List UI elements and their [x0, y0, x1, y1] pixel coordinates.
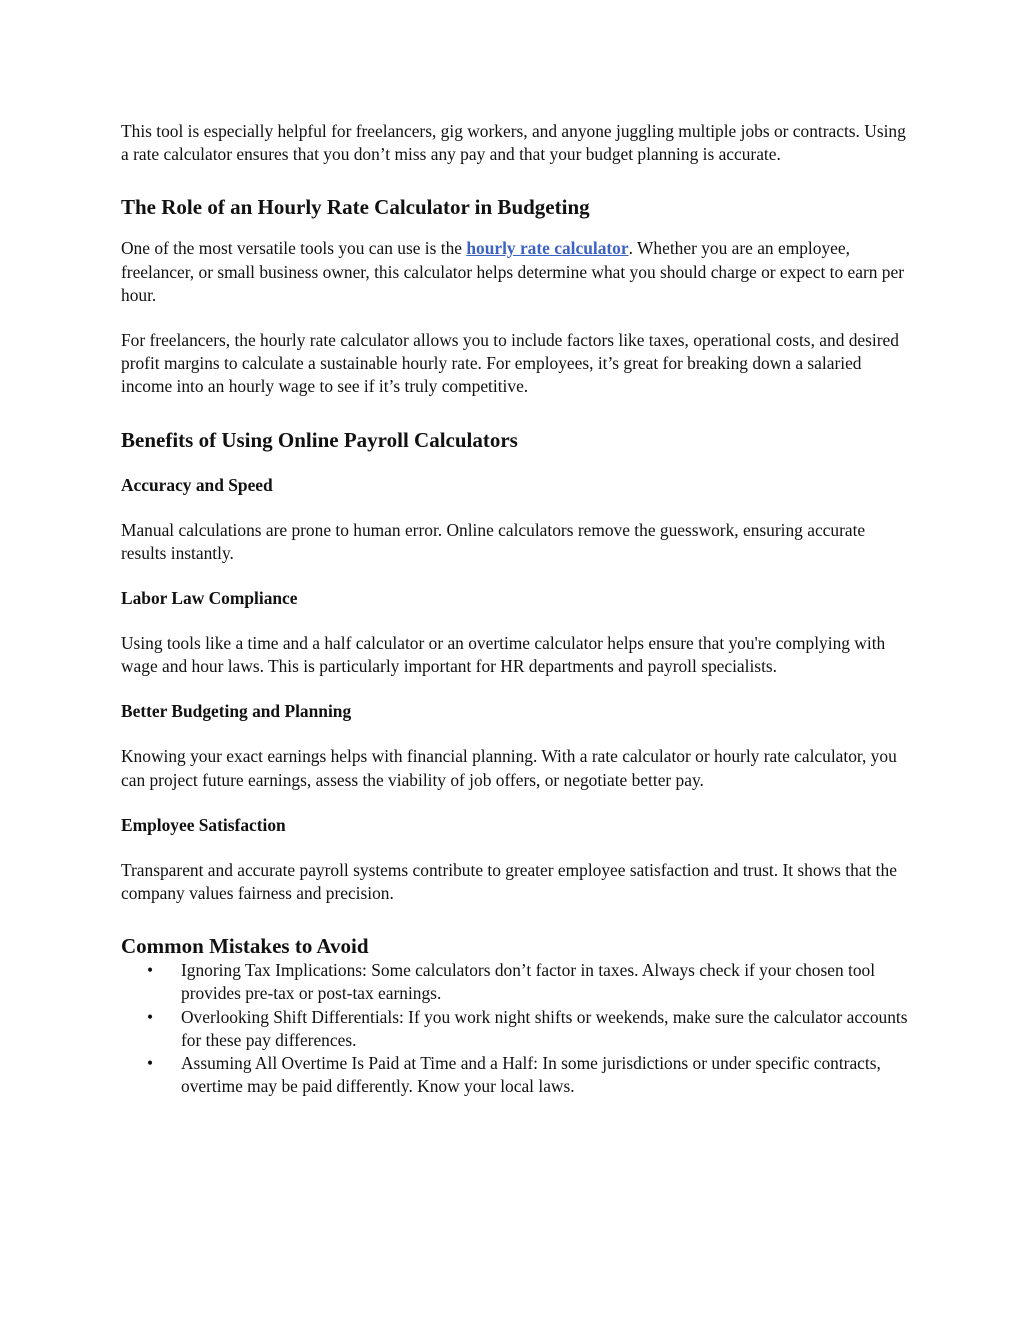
list-item-text: Overlooking Shift Differentials: If you work night shifts or weekends, make sure the calculator accounts for these pay differences. — [181, 1006, 908, 1050]
subheading-accuracy-speed: Accuracy and Speed — [121, 474, 273, 495]
list-item — [121, 1006, 911, 1052]
document-page — [121, 120, 911, 1098]
intro-paragraph: This tool is especially helpful for freelancers, gig workers, and anyone juggling multiple jobs or contracts. Using a rate calculator ensures that you don’t miss any pay and that your budget planning is accurate. — [121, 121, 906, 165]
bullet-glyph: • — [147, 960, 154, 981]
subheading-labor-law: Labor Law Compliance — [121, 588, 298, 609]
role-paragraph-1 — [121, 237, 911, 307]
subheading-budgeting-planning: Better Budgeting and Planning — [121, 701, 352, 722]
section-heading-mistakes: Common Mistakes to Avoid — [121, 934, 369, 959]
hourly-rate-calculator-link[interactable]: hourly rate calculator — [466, 238, 629, 259]
mistakes-list — [121, 959, 911, 1098]
role-paragraph-1-tail: . Whether you are an employee, freelancer, or small business owner, this calculator helps determine what you should charge or expect to earn per hour. — [121, 238, 905, 305]
section-heading-benefits: Benefits of Using Online Payroll Calculators — [121, 427, 518, 452]
paragraph-labor-law: Using tools like a time and a half calculator or an overtime calculator helps ensure that you're complying with wage and hour laws. This is particularly important for HR departments and payroll specialists. — [121, 633, 886, 677]
role-paragraph-1-lead: One of the most versatile tools you can use is the — [121, 238, 467, 259]
bullet-glyph: • — [147, 1006, 154, 1027]
bullet-glyph: • — [147, 1053, 154, 1074]
list-item — [121, 959, 911, 1005]
paragraph-budgeting-planning: Knowing your exact earnings helps with financial planning. With a rate calculator or hourly rate calculator, you can project future earnings, assess the viability of job offers, or negotiate better pay. — [121, 746, 897, 790]
subheading-employee-satisfaction: Employee Satisfaction — [121, 814, 286, 835]
list-item-text: Assuming All Overtime Is Paid at Time and a Half: In some jurisdictions or under specific contracts, overtime may be paid differently. Know your local laws. — [181, 1053, 881, 1097]
paragraph-employee-satisfaction: Transparent and accurate payroll systems contribute to greater employee satisfaction and trust. It shows that the company values fairness and precision. — [121, 859, 897, 904]
role-paragraph-2: For freelancers, the hourly rate calculator allows you to include factors like taxes, operational costs, and desired profit margins to calculate a sustainable hourly rate. For employees, it’s great for breaking down a salaried income into an hourly wage to see if it’s truly competitive. — [121, 330, 899, 397]
paragraph-accuracy-speed: Manual calculations are prone to human error. Online calculators remove the guesswork, ensuring accurate results instantly. — [121, 519, 866, 563]
section-heading-role: The Role of an Hourly Rate Calculator in Budgeting — [121, 195, 590, 220]
list-item — [121, 1052, 911, 1098]
list-item-text: Ignoring Tax Implications: Some calculators don’t factor in taxes. Always check if your chosen tool provides pre-tax or post-tax earnings. — [181, 960, 876, 1004]
